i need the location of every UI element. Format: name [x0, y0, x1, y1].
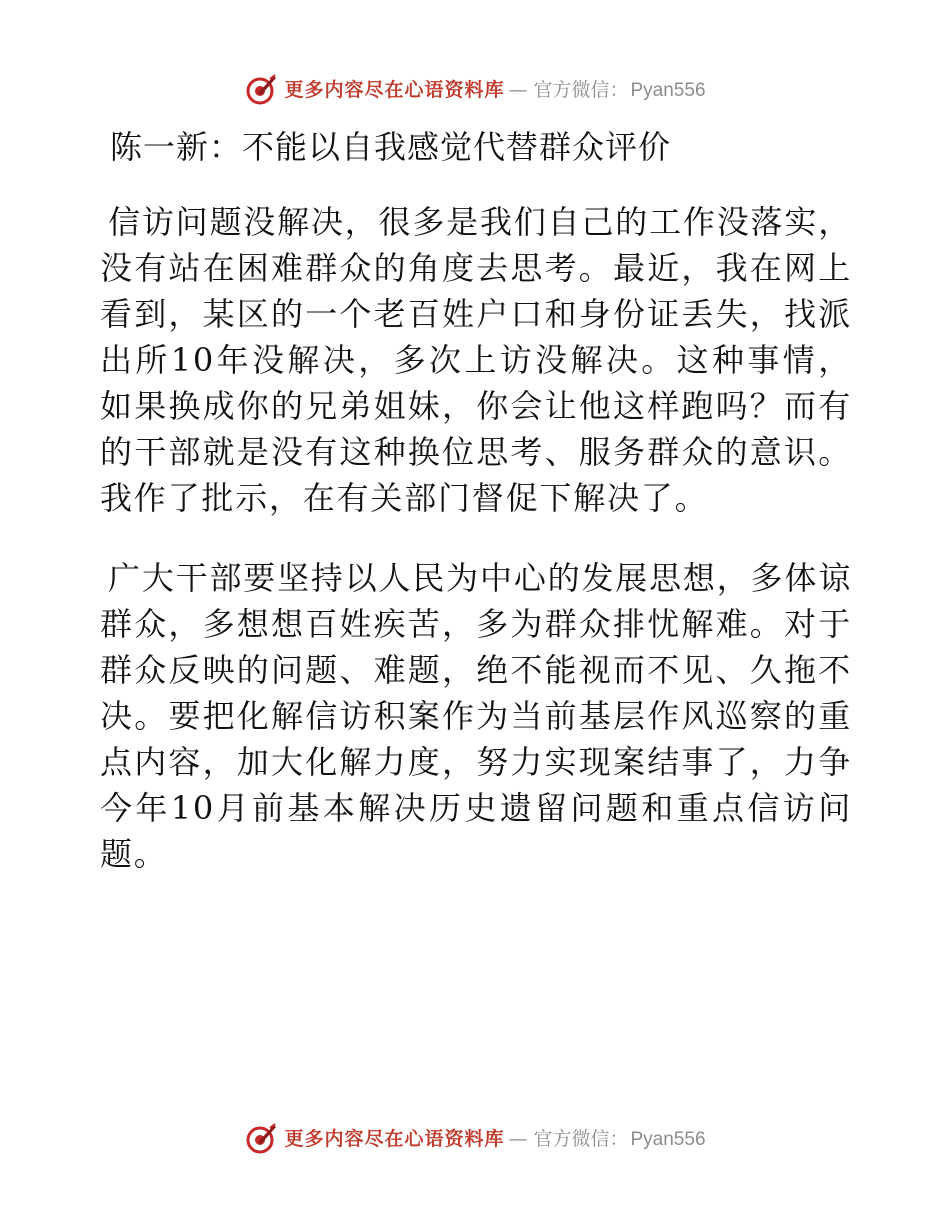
article-body	[100, 125, 852, 877]
article-title: 陈一新：不能以自我感觉代替群众评价	[110, 128, 672, 166]
banner-wechat-label: 官方微信：	[533, 78, 629, 101]
banner-wechat-id: Pyan556	[630, 1128, 706, 1150]
article-paragraph: 信访问题没解决，很多是我们自己的工作没落实，没有站在困难群众的角度去思考。最近，我在网上看到，某区的一个老百姓户口和身份证丢失，找派出所10年没解决，多次上访没解决。这种事情，如果换成你的兄弟姐妹，你会让他这样跑吗？而有的干部就是没有这种换位思考、服务群众的意识。我作了批示，在有关部门督促下解决了。	[100, 203, 852, 517]
banner-brand-text: 更多内容尽在心语资料库	[284, 1127, 505, 1150]
banner-brand-text: 更多内容尽在心语资料库	[284, 78, 505, 101]
footer-banner	[0, 1119, 950, 1159]
banner-wechat-id: Pyan556	[630, 79, 706, 101]
article-paragraph: 广大干部要坚持以人民为中心的发展思想，多体谅群众，多想想百姓疾苦，多为群众排忧解难。对于群众反映的问题、难题，绝不能视而不见、久拖不决。要把化解信访积案作为当前基层作风巡察的重点内容，加大化解力度，努力实现案结事了，力争今年10月前基本解决历史遗留问题和重点信访问题。	[100, 559, 852, 873]
quill-pen-logo-icon	[244, 73, 278, 107]
banner-wechat-label: 官方微信：	[533, 1127, 629, 1150]
banner-separator: —	[508, 78, 528, 101]
quill-pen-logo-icon	[244, 1122, 278, 1156]
header-banner	[0, 70, 950, 110]
banner-separator: —	[508, 1127, 528, 1150]
